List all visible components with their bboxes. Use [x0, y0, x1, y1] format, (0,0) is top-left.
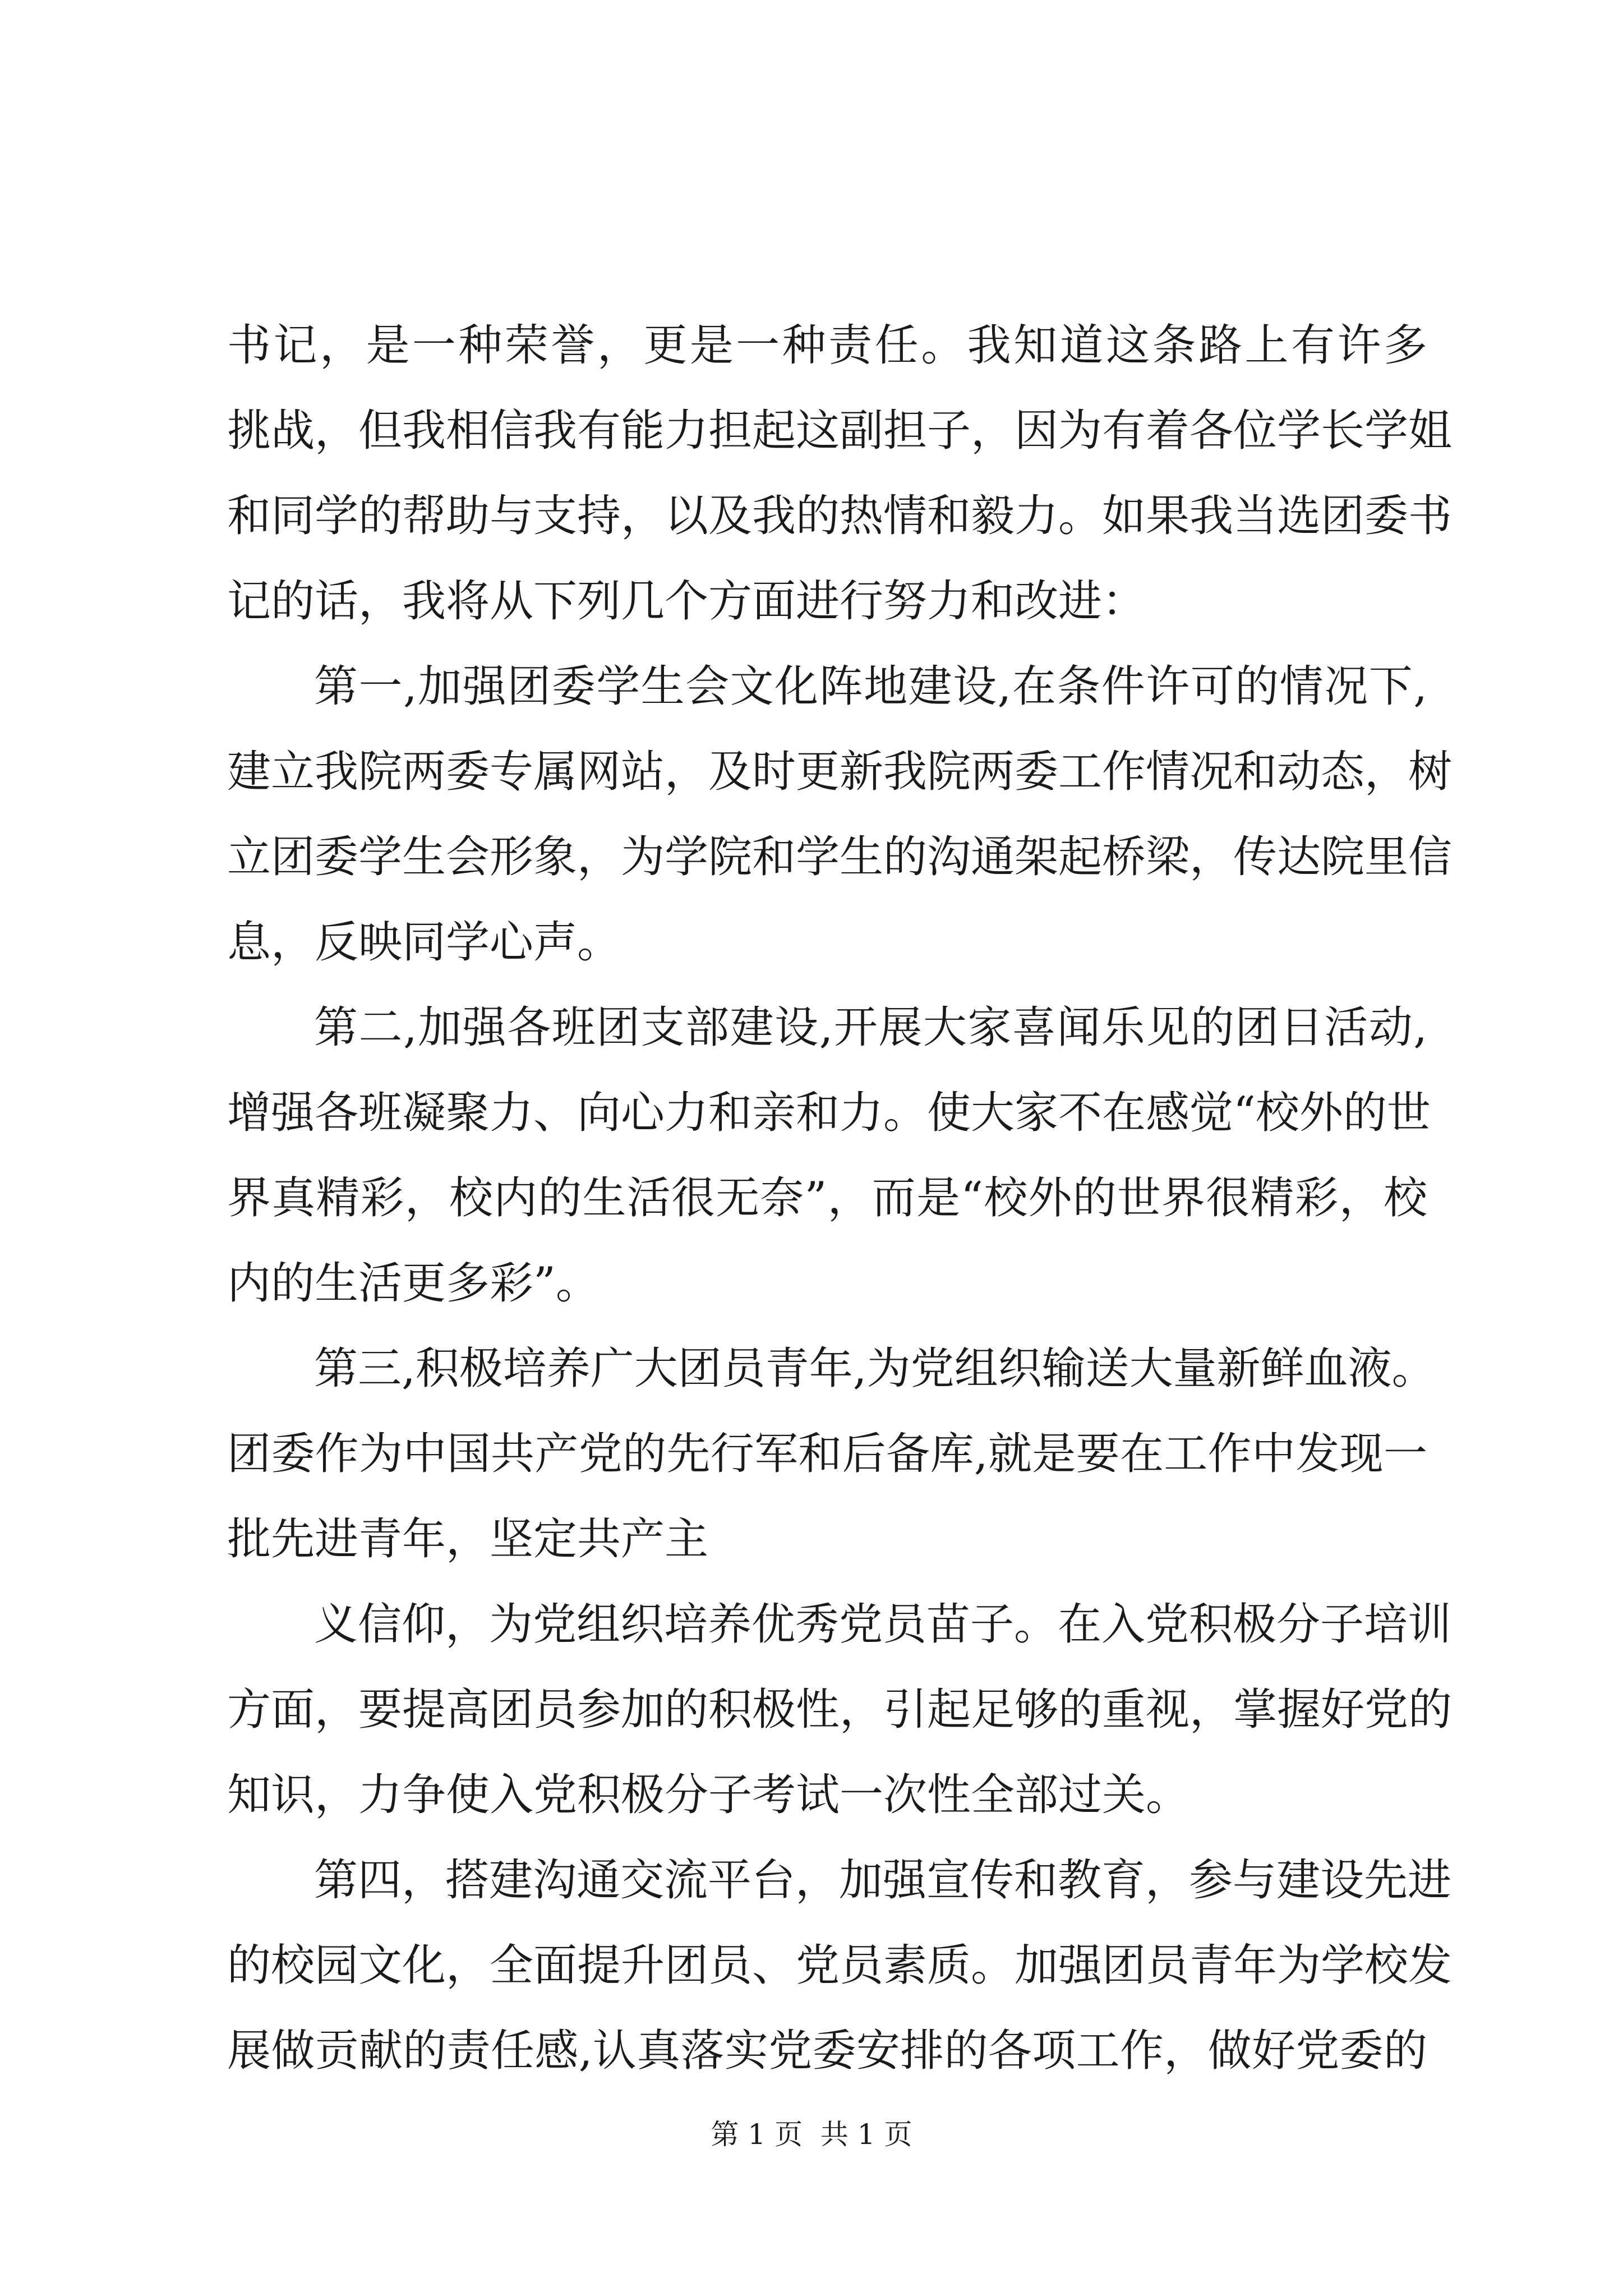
text-line: 和同学的帮助与支持，以及我的热情和毅力。如果我当选团委书	[227, 491, 1453, 541]
text-line: 内的生活更多彩”。	[227, 1258, 600, 1309]
document-body	[227, 303, 1453, 2093]
text-line: 团委作为中国共产党的先行军和后备库,就是要在工作中发现一	[227, 1429, 1427, 1479]
paragraph-2-line: 第二,加强各班团支部建设,开展大家喜闻乐见的团日活动,	[314, 1002, 1427, 1053]
text-line: 的校园文化，全面提升团员、党员素质。加强团员青年为学校发	[227, 1940, 1453, 1991]
text-line: 知识，力争使入党积极分子考试一次性全部过关。	[227, 1770, 1190, 1820]
text-line: 展做贡献的责任感,认真落实党委安排的各项工作，做好党委的	[227, 2026, 1427, 2076]
text-line: 界真精彩，校内的生活很无奈”，而是“校外的世界很精彩，校	[227, 1173, 1427, 1223]
paragraph-5-line: 第四，搭建沟通交流平台，加强宣传和教育，参与建设先进	[314, 1855, 1452, 1906]
paragraph-1-line: 第一,加强团委学生会文化阵地建设,在条件许可的情况下,	[314, 661, 1427, 712]
text-line: 批先进青年，坚定共产主	[227, 1514, 709, 1565]
text-line: 书记，是一种荣誉，更是一种责任。我知道这条路上有许多	[227, 320, 1427, 371]
page-footer: 第 1 页 共 1 页	[711, 2118, 912, 2151]
text-line: 挑战，但我相信我有能力担起这副担子，因为有着各位学长学姐	[227, 406, 1453, 456]
text-line: 记的话，我将从下列几个方面进行努力和改进：	[227, 576, 1146, 627]
paragraph-4-line: 义信仰，为党组织培养优秀党员苗子。在入党积极分子培训	[314, 1599, 1452, 1650]
text-line: 方面，要提高团员参加的积极性，引起足够的重视，掌握好党的	[227, 1685, 1453, 1735]
paragraph-3-line: 第三,积极培养广大团员青年,为党组织输送大量新鲜血液。	[314, 1343, 1436, 1394]
text-line: 增强各班凝聚力、向心力和亲和力。使大家不在感觉“校外的世	[227, 1088, 1431, 1138]
text-line: 立团委学生会形象，为学院和学生的沟通架起桥梁，传达院里信	[227, 832, 1453, 882]
text-line: 建立我院两委专属网站，及时更新我院两委工作情况和动态，树	[227, 747, 1453, 797]
text-line: 息，反映同学心声。	[227, 917, 621, 968]
